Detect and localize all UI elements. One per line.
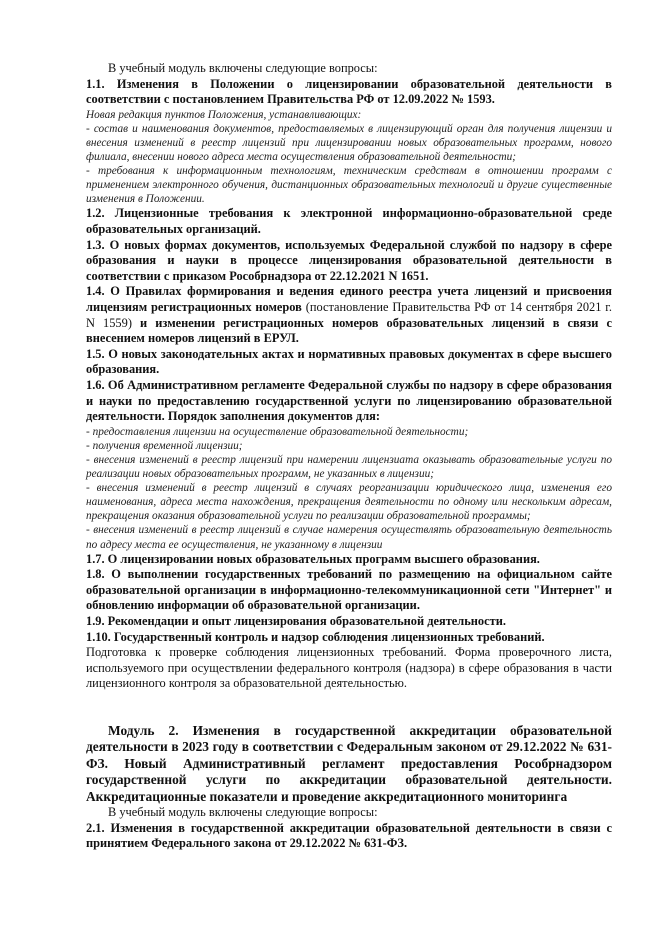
section-1-1-note: Новая редакция пунктов Положения, устанавливающих: (86, 108, 362, 121)
section-1-8: 1.8. О выполнении государственных требований по размещению на официальном сайте образовательной организации в информационно-телекоммуникационной сети "Интернет" и обновлению информации об образовательной организации. (86, 567, 612, 613)
section-1-5: 1.5. О новых законодательных актах и нормативных правовых документах в сфере высшего образования. (86, 346, 612, 377)
section-1-7: 1.7. О лицензировании новых образовательных программ высшего образования. (86, 551, 540, 566)
section-1-6-item: - предоставления лицензии на осуществление образовательной деятельности; (86, 425, 469, 438)
section-1-6-item: - получения временной лицензии; (86, 439, 243, 452)
section-1-4 (86, 284, 612, 346)
section-1-4-ref: (постановление Правительства РФ от 14 сентября 2021 г. N 1559) (86, 300, 613, 330)
section-1-1: 1.1. Изменения в Положении о лицензировании образовательной деятельности в соответствии с постановлением Правительства РФ от 12.09.2022 № 1593. (86, 76, 612, 107)
section-1-1-item-1: - состав и наименования документов, предоставляемых в лицензирующий орган для получения лицензии и внесения изменений в реестр лицензий при лицензировании новых образовательных программ, нового филиала, внесении нового адреса места осуществления образовательной деятельности; (86, 122, 612, 164)
section-1-4-tail: и изменении регистрационных номеров образовательных лицензий в связи с внесением номеров лицензий в ЕРУЛ. (86, 315, 612, 346)
section-1-3: 1.3. О новых формах документов, используемых Федеральной службой по надзору в сфере образования и науки в процессе лицензирования образовательной деятельности в соответствии с приказом Рособрнадзора от 22.12.2021 N 1651. (86, 237, 612, 283)
section-1-6-item: - внесения изменений в реестр лицензий в случаях реорганизации юридического лица, изменения его наименования, адреса места нахождения, прекращения деятельности по одному или нескольким адресам, прекращения оказания образовательной услуги по реализации образовательной программы; (86, 482, 612, 523)
section-1-10: 1.10. Государственный контроль и надзор соблюдения лицензионных требований. (86, 629, 545, 644)
module1-intro: В учебный модуль включены следующие вопросы: (108, 61, 378, 75)
section-1-4-lead: 1.4. О Правилах формирования и ведения единого реестра учета лицензий и присвоения лицензиям регистрационных номеров (86, 284, 612, 314)
section-2-1: 2.1. Изменения в государственной аккредитации образовательной деятельности в связи с принятием Федерального закона от 29.12.2022 № 631-ФЗ. (86, 820, 612, 851)
section-1-6: 1.6. Об Административном регламенте Федеральной службы по надзору в сфере образования и науки по предоставлению государственной услуги по лицензированию образовательной деятельности. Порядок заполнения документов для: (86, 377, 612, 424)
module2-title: Модуль 2. Изменения в государственной аккредитации образовательной деятельности в 2023 году в соответствии с Федеральным законом от 29.12.2022 № 631-ФЗ. Новый Административный регламент предоставления Рособрнадзором государственной услуги по аккредитации образовательной деятельности. Аккредитационные показатели и проведение аккредитационного мониторинга (86, 722, 612, 804)
module2-intro: В учебный модуль включены следующие вопросы: (108, 804, 378, 819)
section-1-2: 1.2. Лицензионные требования к электронной информационно-образовательной среде образовательных организаций. (86, 206, 612, 237)
section-1-6-item: - внесения изменений в реестр лицензий в случае намерения осуществлять образовательную деятельность по адресу места ее осуществления, не указанному в лицензии (86, 524, 612, 551)
document-page (86, 61, 612, 852)
section-1-1-item-2: - требования к информационным технологиям, техническим средствам в отношении программ с применением электронного обучения, дистанционных образовательных технологий и другие существенные изменения в Положении. (86, 165, 612, 206)
section-1-6-item: - внесения изменений в реестр лицензий при намерении лицензиата оказывать образовательные услуги по реализации новых образовательных программ, не указанных в лицензии; (86, 453, 612, 481)
section-1-9: 1.9. Рекомендации и опыт лицензирования образовательной деятельности. (86, 613, 506, 628)
section-1-10-text: Подготовка к проверке соблюдения лицензионных требований. Форма проверочного листа, используемого при осуществлении федерального контроля (надзора) в сфере образования в части лицензионного контроля за образовательной деятельностью. (86, 645, 612, 691)
module-spacer (86, 692, 612, 723)
